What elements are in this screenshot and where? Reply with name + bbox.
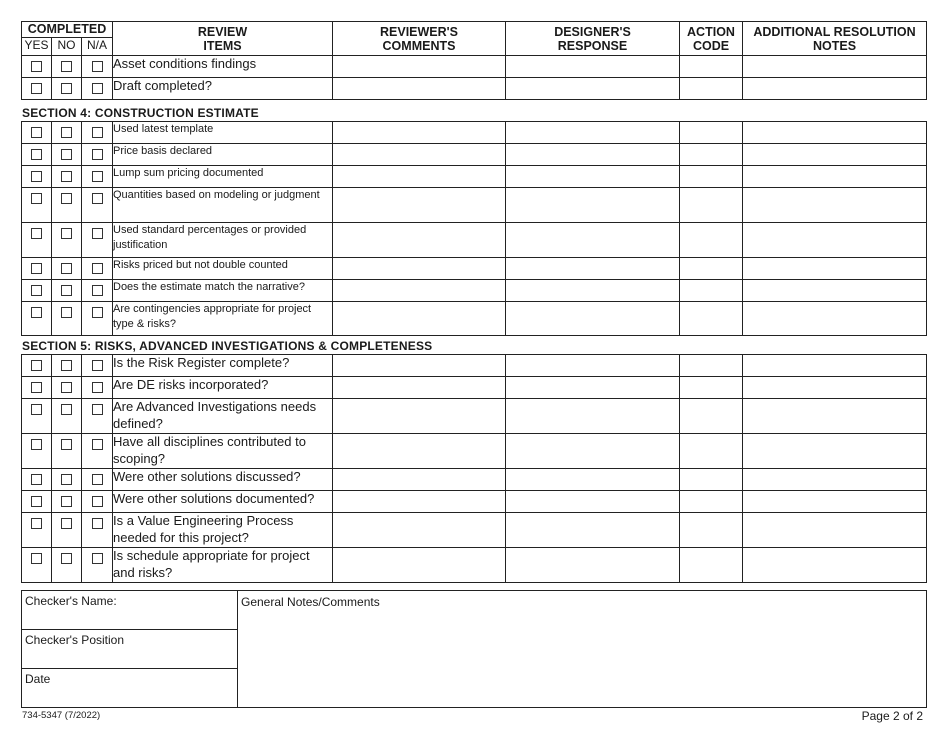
reviewer-comments-cell[interactable] [333, 399, 506, 434]
yes-cell [22, 548, 52, 583]
review-row [22, 302, 927, 336]
action-code-cell[interactable] [680, 258, 743, 280]
yes-checkbox[interactable] [31, 127, 42, 138]
na-checkbox[interactable] [92, 404, 103, 415]
reviewer-comments-cell[interactable] [333, 188, 506, 223]
yes-checkbox[interactable] [31, 360, 42, 371]
section4-title: SECTION 4: CONSTRUCTION ESTIMATE [22, 106, 259, 120]
review-item-label: Does the estimate match the narrative? [113, 280, 333, 302]
review-row [22, 491, 927, 513]
resolution-notes-cell[interactable] [743, 302, 927, 336]
resolution-notes-cell[interactable] [743, 56, 927, 78]
yes-cell [22, 302, 52, 336]
review-row [22, 548, 927, 583]
resolution-notes-cell[interactable] [743, 188, 927, 223]
designer-response-cell[interactable] [506, 302, 680, 336]
review-row [22, 434, 927, 469]
review-items-header [113, 22, 333, 56]
action-code-cell[interactable] [680, 513, 743, 548]
designer-response-cell[interactable] [506, 434, 680, 469]
na-checkbox[interactable] [92, 61, 103, 72]
no-checkbox[interactable] [61, 228, 72, 239]
reviewer-comments-cell[interactable] [333, 166, 506, 188]
reviewer-comments-cell[interactable] [333, 56, 506, 78]
completed-header: COMPLETED [22, 22, 113, 38]
na-cell [82, 223, 113, 258]
yes-cell [22, 188, 52, 223]
checker-name-label: Checker's Name: [25, 594, 117, 608]
action-code-header [680, 22, 743, 56]
action-code-cell[interactable] [680, 188, 743, 223]
na-cell [82, 280, 113, 302]
no-cell [52, 56, 82, 78]
yes-cell [22, 122, 52, 144]
review-item-label: Quantities based on modeling or judgment [113, 188, 333, 223]
reviewers-comments-header-line1: REVIEWER'S [380, 25, 458, 39]
review-item-label: Draft completed? [113, 78, 333, 100]
reviewer-comments-cell[interactable] [333, 302, 506, 336]
na-cell [82, 548, 113, 583]
yes-cell [22, 434, 52, 469]
yes-cell [22, 377, 52, 399]
review-item-label: Are Advanced Investigations needs defined? [113, 399, 333, 434]
additional-notes-header [743, 22, 927, 56]
yes-checkbox[interactable] [31, 228, 42, 239]
designer-response-cell[interactable] [506, 491, 680, 513]
no-checkbox[interactable] [61, 496, 72, 507]
resolution-notes-cell[interactable] [743, 122, 927, 144]
no-checkbox[interactable] [61, 307, 72, 318]
no-cell [52, 78, 82, 100]
na-cell [82, 56, 113, 78]
designer-response-cell[interactable] [506, 56, 680, 78]
action-code-cell[interactable] [680, 223, 743, 258]
no-checkbox[interactable] [61, 171, 72, 182]
na-cell [82, 122, 113, 144]
review-row [22, 258, 927, 280]
review-row [22, 188, 927, 223]
page-number: Page 2 of 2 [861, 709, 923, 723]
review-item-label: Are DE risks incorporated? [113, 377, 333, 399]
na-cell [82, 513, 113, 548]
yes-checkbox[interactable] [31, 307, 42, 318]
date-field[interactable] [22, 669, 238, 708]
reviewer-comments-cell[interactable] [333, 78, 506, 100]
resolution-notes-cell[interactable] [743, 469, 927, 491]
review-item-label: Asset conditions findings [113, 56, 333, 78]
action-code-cell[interactable] [680, 377, 743, 399]
designer-response-cell[interactable] [506, 166, 680, 188]
resolution-notes-cell[interactable] [743, 513, 927, 548]
review-item-label: Lump sum pricing documented [113, 166, 333, 188]
reviewer-comments-cell[interactable] [333, 258, 506, 280]
na-checkbox[interactable] [92, 127, 103, 138]
na-cell [82, 434, 113, 469]
yes-checkbox[interactable] [31, 474, 42, 485]
general-notes-label: General Notes/Comments [241, 595, 380, 609]
review-item-label: Risks priced but not double counted [113, 258, 333, 280]
yes-checkbox[interactable] [31, 193, 42, 204]
no-cell [52, 491, 82, 513]
reviewer-comments-cell[interactable] [333, 469, 506, 491]
additional-notes-header-line2: NOTES [812, 39, 857, 53]
no-checkbox[interactable] [61, 285, 72, 296]
action-code-cell[interactable] [680, 469, 743, 491]
action-code-cell[interactable] [680, 302, 743, 336]
na-checkbox[interactable] [92, 193, 103, 204]
review-row [22, 280, 927, 302]
yes-cell [22, 513, 52, 548]
action-code-header-line1: ACTION [687, 25, 735, 39]
review-item-label: Used latest template [113, 122, 333, 144]
action-code-cell[interactable] [680, 355, 743, 377]
review-row [22, 122, 927, 144]
checker-name-field[interactable] [22, 591, 238, 630]
reviewer-comments-cell[interactable] [333, 491, 506, 513]
na-cell [82, 144, 113, 166]
no-checkbox[interactable] [61, 439, 72, 450]
resolution-notes-cell[interactable] [743, 377, 927, 399]
resolution-notes-cell[interactable] [743, 355, 927, 377]
na-header: N/A [82, 38, 113, 56]
yes-checkbox[interactable] [31, 382, 42, 393]
designer-response-cell[interactable] [506, 223, 680, 258]
yes-cell [22, 355, 52, 377]
yes-checkbox[interactable] [31, 496, 42, 507]
na-cell [82, 399, 113, 434]
na-checkbox[interactable] [92, 149, 103, 160]
checker-position-field[interactable] [22, 630, 238, 669]
action-code-cell[interactable] [680, 548, 743, 583]
review-row [22, 355, 927, 377]
form-number: 734-5347 (7/2022) [22, 710, 101, 721]
review-item-label: Were other solutions discussed? [113, 469, 333, 491]
yes-checkbox[interactable] [31, 83, 42, 94]
no-cell [52, 166, 82, 188]
no-checkbox[interactable] [61, 474, 72, 485]
no-checkbox[interactable] [61, 553, 72, 564]
review-row [22, 377, 927, 399]
reviewer-comments-cell[interactable] [333, 355, 506, 377]
no-checkbox[interactable] [61, 149, 72, 160]
na-checkbox[interactable] [92, 439, 103, 450]
na-checkbox[interactable] [92, 285, 103, 296]
na-cell [82, 78, 113, 100]
yes-cell [22, 399, 52, 434]
review-table-section4 [21, 121, 927, 336]
na-checkbox[interactable] [92, 307, 103, 318]
no-cell [52, 302, 82, 336]
reviewers-comments-header-line2: COMMENTS [382, 39, 456, 53]
reviewer-comments-cell[interactable] [333, 377, 506, 399]
yes-checkbox[interactable] [31, 404, 42, 415]
na-checkbox[interactable] [92, 496, 103, 507]
no-cell [52, 258, 82, 280]
no-cell [52, 144, 82, 166]
action-code-cell[interactable] [680, 280, 743, 302]
review-row [22, 166, 927, 188]
no-cell [52, 122, 82, 144]
no-cell [52, 469, 82, 491]
designer-response-cell[interactable] [506, 399, 680, 434]
no-checkbox[interactable] [61, 382, 72, 393]
designer-response-cell[interactable] [506, 122, 680, 144]
action-code-cell[interactable] [680, 56, 743, 78]
action-code-cell[interactable] [680, 399, 743, 434]
no-checkbox[interactable] [61, 263, 72, 274]
designer-response-cell[interactable] [506, 78, 680, 100]
action-code-cell[interactable] [680, 166, 743, 188]
na-cell [82, 166, 113, 188]
no-cell [52, 434, 82, 469]
na-cell [82, 188, 113, 223]
review-item-label: Is the Risk Register complete? [113, 355, 333, 377]
na-checkbox[interactable] [92, 382, 103, 393]
designer-response-cell[interactable] [506, 258, 680, 280]
review-row [22, 78, 927, 100]
review-row [22, 513, 927, 548]
designer-response-cell[interactable] [506, 280, 680, 302]
na-cell [82, 258, 113, 280]
na-cell [82, 469, 113, 491]
review-items-header-line1: REVIEW [197, 25, 248, 39]
review-table-top [21, 21, 927, 100]
resolution-notes-cell[interactable] [743, 144, 927, 166]
no-cell [52, 188, 82, 223]
na-checkbox[interactable] [92, 171, 103, 182]
review-item-label: Were other solutions documented? [113, 491, 333, 513]
no-checkbox[interactable] [61, 360, 72, 371]
review-item-label: Is a Value Engineering Process needed for this project? [113, 513, 333, 548]
no-checkbox[interactable] [61, 83, 72, 94]
reviewer-comments-cell[interactable] [333, 122, 506, 144]
resolution-notes-cell[interactable] [743, 166, 927, 188]
no-checkbox[interactable] [61, 61, 72, 72]
reviewers-comments-header [333, 22, 506, 56]
yes-checkbox[interactable] [31, 61, 42, 72]
date-label: Date [25, 672, 51, 686]
resolution-notes-cell[interactable] [743, 491, 927, 513]
designers-response-header-line2: RESPONSE [557, 39, 628, 53]
designer-response-cell[interactable] [506, 377, 680, 399]
action-code-cell[interactable] [680, 491, 743, 513]
additional-notes-header-line1: ADDITIONAL RESOLUTION [753, 25, 916, 39]
yes-checkbox[interactable] [31, 553, 42, 564]
review-row [22, 56, 927, 78]
no-cell [52, 280, 82, 302]
reviewer-comments-cell[interactable] [333, 434, 506, 469]
no-cell [52, 548, 82, 583]
na-cell [82, 355, 113, 377]
resolution-notes-cell[interactable] [743, 258, 927, 280]
checker-position-label: Checker's Position [25, 633, 124, 647]
na-checkbox[interactable] [92, 474, 103, 485]
designer-response-cell[interactable] [506, 548, 680, 583]
na-checkbox[interactable] [92, 83, 103, 94]
review-row [22, 223, 927, 258]
yes-cell [22, 223, 52, 258]
no-cell [52, 377, 82, 399]
yes-checkbox[interactable] [31, 263, 42, 274]
resolution-notes-cell[interactable] [743, 78, 927, 100]
yes-cell [22, 491, 52, 513]
na-checkbox[interactable] [92, 228, 103, 239]
section5-title: SECTION 5: RISKS, ADVANCED INVESTIGATIONS & COMPLETENESS [22, 339, 433, 353]
action-code-cell[interactable] [680, 144, 743, 166]
yes-checkbox[interactable] [31, 518, 42, 529]
review-row [22, 399, 927, 434]
designer-response-cell[interactable] [506, 513, 680, 548]
review-row [22, 469, 927, 491]
yes-cell [22, 78, 52, 100]
no-checkbox[interactable] [61, 518, 72, 529]
reviewer-comments-cell[interactable] [333, 223, 506, 258]
designer-response-cell[interactable] [506, 144, 680, 166]
resolution-notes-cell[interactable] [743, 223, 927, 258]
action-code-cell[interactable] [680, 78, 743, 100]
yes-header: YES [22, 38, 52, 56]
na-cell [82, 491, 113, 513]
no-cell [52, 399, 82, 434]
review-item-label: Used standard percentages or provided justification [113, 223, 333, 258]
resolution-notes-cell[interactable] [743, 399, 927, 434]
designers-response-header-line1: DESIGNER'S [554, 25, 631, 39]
review-item-label: Have all disciplines contributed to scoping? [113, 434, 333, 469]
yes-checkbox[interactable] [31, 285, 42, 296]
yes-cell [22, 258, 52, 280]
resolution-notes-cell[interactable] [743, 434, 927, 469]
review-items-header-line2: ITEMS [203, 39, 242, 53]
reviewer-comments-cell[interactable] [333, 513, 506, 548]
yes-cell [22, 144, 52, 166]
reviewer-comments-cell[interactable] [333, 144, 506, 166]
review-table-section5 [21, 354, 927, 583]
general-notes-field[interactable] [238, 591, 927, 708]
review-item-label: Are contingencies appropriate for project type & risks? [113, 302, 333, 336]
designer-response-cell[interactable] [506, 469, 680, 491]
na-checkbox[interactable] [92, 263, 103, 274]
no-checkbox[interactable] [61, 193, 72, 204]
action-code-cell[interactable] [680, 122, 743, 144]
na-checkbox[interactable] [92, 553, 103, 564]
yes-checkbox[interactable] [31, 149, 42, 160]
no-header: NO [52, 38, 82, 56]
review-item-label: Is schedule appropriate for project and risks? [113, 548, 333, 583]
checker-info-table [21, 590, 927, 708]
yes-cell [22, 56, 52, 78]
resolution-notes-cell[interactable] [743, 548, 927, 583]
review-item-label: Price basis declared [113, 144, 333, 166]
designer-response-cell[interactable] [506, 188, 680, 223]
reviewer-comments-cell[interactable] [333, 280, 506, 302]
designers-response-header [506, 22, 680, 56]
yes-checkbox[interactable] [31, 439, 42, 450]
no-cell [52, 355, 82, 377]
designer-response-cell[interactable] [506, 355, 680, 377]
yes-cell [22, 469, 52, 491]
reviewer-comments-cell[interactable] [333, 548, 506, 583]
no-cell [52, 223, 82, 258]
review-row [22, 144, 927, 166]
no-cell [52, 513, 82, 548]
yes-cell [22, 280, 52, 302]
na-cell [82, 302, 113, 336]
yes-checkbox[interactable] [31, 171, 42, 182]
action-code-header-line2: CODE [692, 39, 730, 53]
resolution-notes-cell[interactable] [743, 280, 927, 302]
na-checkbox[interactable] [92, 518, 103, 529]
yes-cell [22, 166, 52, 188]
no-checkbox[interactable] [61, 127, 72, 138]
action-code-cell[interactable] [680, 434, 743, 469]
no-checkbox[interactable] [61, 404, 72, 415]
na-cell [82, 377, 113, 399]
na-checkbox[interactable] [92, 360, 103, 371]
